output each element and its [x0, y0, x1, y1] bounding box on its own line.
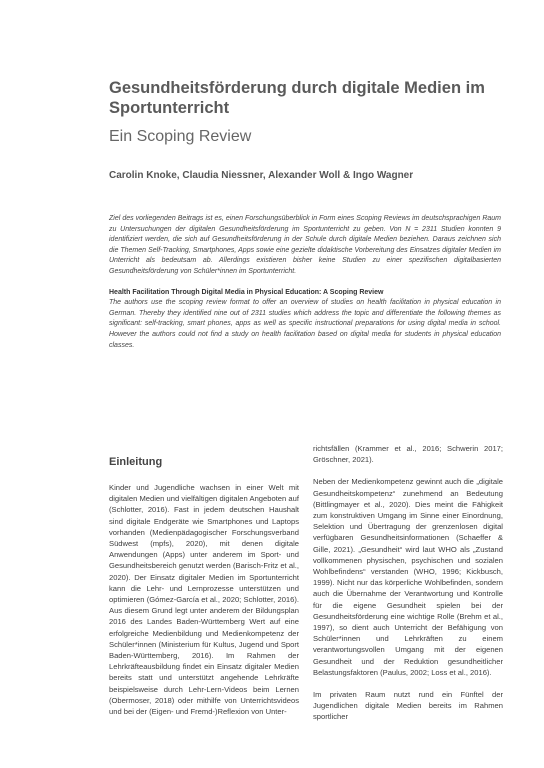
article-title: Gesundheitsförderung durch digitale Medien im Sportunterricht — [109, 79, 485, 117]
abstract-english-title: Health Facilitation Through Digital Media in Physical Education: A Scoping Review — [109, 288, 384, 296]
abstract — [109, 214, 501, 351]
abstract-english: The authors use the scoping review format to offer an overview of studies on health facilitation in physical education in German. Thereby they identified nine out of 2311 studies which address the topic and differentiate the following themes as significant: self-tracking, smart phones, apps as well as specific instructional preparations for using digital media in school. However the authors could not find a study on health facilitation based on digital media for students in physical education classes. — [109, 299, 501, 349]
right-column — [313, 443, 503, 723]
paragraph: richtsfällen (Krammer et al., 2016; Schwerin 2017; Gröschner, 2021). — [313, 444, 503, 465]
left-column — [109, 482, 299, 717]
article-subtitle: Ein Scoping Review — [109, 128, 252, 145]
author-list: Carolin Knoke, Claudia Niessner, Alexander Woll & Ingo Wagner — [109, 170, 414, 181]
paragraph: Kinder und Jugendliche wachsen in einer Welt mit digitalen Medien und vielfältigen digitalen Angeboten auf (Schlotter, 2016). Fast in jedem deutschen Haushalt sind digitale Endgeräte wie Smartphones und Laptops vorhanden (Medienpädagogischer Forschungsverband Südwest (mpfs), 2020), mit denen digitale Anwendungen (Apps) unter anderem im Sport- und Gesundheitsbereich genutzt werden (Barisch-Fritz et al., 2020). Der Einsatz digitaler Medien im Sportunterricht kann die Lehr- und Lernprozesse unterstützen und optimieren (Gómez-García et al., 2020; Schlotter, 2016). Aus diesem Grund legt unter anderem der Bildungsplan 2016 des Landes Baden-Württemberg Wert auf eine erfolgreiche Medienbildung und Medienkompetenz der Schüler*innen (Ministerium für Kultus, Jugend und Sport Baden-Württemberg, 2016). Im Rahmen der Lehrkräfteausbildung findet ein Einsatz digitaler Medien bereits statt und unterstützt angehende Lehrkräfte beispielsweise durch Lehr-Lern-Videos beim Lernen (Obermoser, 2018) oder mithilfe von Unterrichtsvideos und bei der (Eigen- und Fremd-)Reflexion von Unter- — [109, 483, 299, 717]
section-heading: Einleitung — [109, 456, 163, 468]
paragraph: Im privaten Raum nutzt rund ein Fünftel der Jugendlichen digitale Medien bereits im Rahmen sportlicher — [313, 690, 503, 722]
abstract-german: Ziel des vorliegenden Beitrags ist es, einen Forschungsüberblick in Form eines Scoping Reviews im deutschsprachigen Raum zu Untersuchungen der digitalen Gesundheitsförderung im Sportunterricht zu geben. Von N = 2311 Studien konnten 9 identifiziert werden, die sich auf Gesundheitsförderung in der Schule durch digitale Medien beziehen. Daraus zeichnen sich die Themen Self-Tracking, Smartphones, Apps sowie eine gezielte didaktische Vorbereitung des Einsatzes digitaler Medien im Unterricht als bedeutsam ab. Allerdings existieren bisher keine Studien zu einer spezifischen digitalbasierten Gesundheitsförderung von Schüler*innen im Sportunterricht. — [109, 215, 501, 275]
paragraph: Neben der Medienkompetenz gewinnt auch die „digitale Gesundheitskompetenz“ zunehmend an Bedeutung (Bittlingmayer et al., 2020). Dies meint die Fähigkeit zum konstruktiven Umgang im Sinne einer Einordnung, Selektion und Übertragung der grenzenlosen digital verfügbaren Gesundheitsinformationen (Schaeffer & Gille, 2021). „Gesundheit“ wird laut WHO als „Zustand vollkommenen physischen, psychischen und sozialen Wohlbefindens“ verstanden (WHO, 1996; Kickbusch, 1999). Nicht nur das körperliche Wohlbefinden, sondern auch die Übernahme der Verantwortung und Kontrolle für die eigene Gesundheit spielen bei der Gesundheitsförderung eine wichtige Rolle (Brehm et al., 1997), so dient auch Unterricht der Befähigung von Schüler*innen und Lehrkräften zu einem verantwortungsvollen Umgang mit der eigenen Gesundheit und der Reduktion gesundheitlicher Belastungsfaktoren (Paulus, 2002; Loss et al., 2016). — [313, 477, 503, 677]
